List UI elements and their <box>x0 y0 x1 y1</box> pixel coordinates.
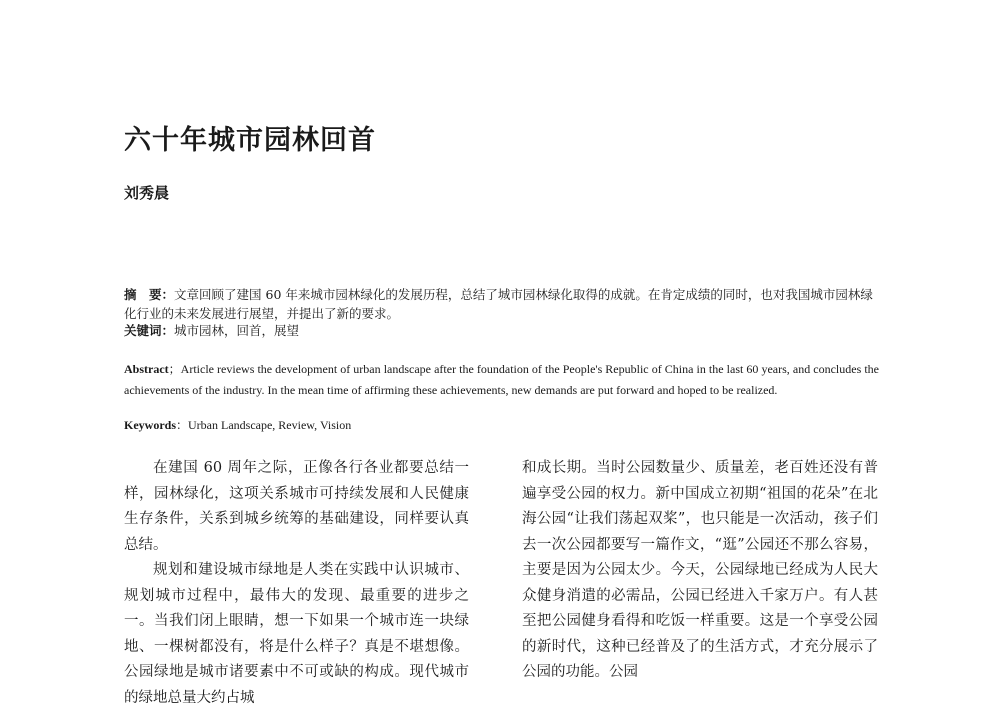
english-keywords-label: Keywords <box>124 418 176 432</box>
english-keywords <box>124 416 351 433</box>
body-paragraph: 在建国 60 周年之际，正像各行各业都要总结一样，园林绿化，这项关系城市可持续发展和人民健康生存条件，关系到城乡统筹的基础建设，同样要认真总结。 <box>124 460 469 553</box>
chinese-abstract-label: 摘 要： <box>124 287 175 302</box>
body-paragraph: 和成长期。当时公园数量少、质量差，老百姓还没有普遍享受公园的权力。新中国成立初期“祖国的花朵”在北海公园“让我们荡起双桨”，也只能是一次活动，孩子们去一次公园都要写一篇作文，“逛”公园还不那么容易，主要是因为公园太少。今天，公园绿地已经成为人民大众健身消遣的必需品，公园已经进入千家万户。有人甚至把公园健身看得和吃饭一样重要。这是一个享受公园的新时代，这种已经普及了的生活方式，才充分展示了公园的功能。公园 <box>522 460 878 680</box>
body-paragraph: 规划和建设城市绿地是人类在实践中认识城市、规划城市过程中，最伟大的发现、最重要的进步之一。当我们闭上眼睛，想一下如果一个城市连一块绿地、一棵树都没有，将是什么样子？真是不堪想像。公园绿地是城市诸要素中不可或缺的构成。现代城市的绿地总量大约占城 <box>124 562 469 706</box>
chinese-abstract <box>124 285 879 323</box>
english-abstract-text: ；Article reviews the development of urban landscape after the foundation of the People's Republic of China in the last 60 years, and concludes the achievements of the industry. In the mean time of affirming these achievements, new demands are put forward and hoped to be realized. <box>124 362 879 397</box>
chinese-keywords <box>124 321 299 339</box>
english-keywords-text: ：Urban Landscape, Review, Vision <box>176 418 352 432</box>
chinese-abstract-text: 文章回顾了建国 60 年来城市园林绿化的发展历程，总结了城市园林绿化取得的成就。在肯定成绩的同时，也对我国城市园林绿化行业的未来发展进行展望，并提出了新的要求。 <box>124 287 873 321</box>
body-column-left <box>124 456 469 711</box>
chinese-keywords-label: 关键词： <box>124 323 175 338</box>
article-title: 六十年城市园林回首 <box>124 125 376 156</box>
body-column-right <box>522 456 878 686</box>
english-abstract <box>124 359 879 401</box>
chinese-keywords-text: 城市园林，回首，展望 <box>174 323 300 338</box>
english-abstract-label: Abstract <box>124 362 169 376</box>
author-name: 刘秀晨 <box>124 184 170 202</box>
